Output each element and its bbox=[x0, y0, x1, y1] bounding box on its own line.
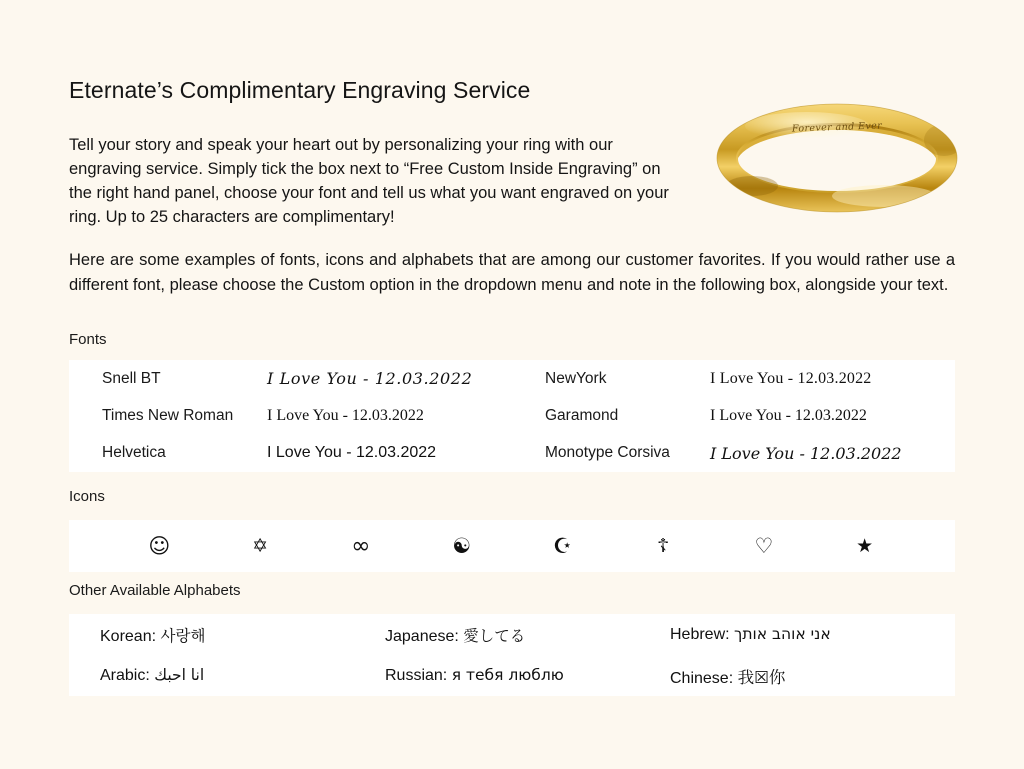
fonts-section-label: Fonts bbox=[69, 331, 107, 348]
orthodox-cross-icon: ☦ bbox=[656, 534, 670, 557]
smiley-face-icon: ☺ bbox=[148, 533, 171, 558]
font-name-newyork: NewYork bbox=[545, 369, 607, 387]
alphabet-arabic-sample: انا احبك bbox=[154, 666, 205, 684]
alphabet-japanese-sample: 愛してる bbox=[463, 626, 526, 645]
font-sample-helvetica: I Love You - 12.03.2022 bbox=[267, 444, 437, 462]
gold-ring-image bbox=[712, 100, 962, 216]
alphabet-russian-label: Russian: bbox=[385, 667, 448, 684]
intro-paragraph: Tell your story and speak your heart out by personalizing your ring with our engraving service. Simply tick the box next to “Free Custom Inside Engraving” on the right hand panel, choose your font and tell us what you want engraved on your ring. Up to 25 characters are complimentary! bbox=[69, 135, 669, 226]
alphabet-japanese-label: Japanese: bbox=[385, 627, 459, 645]
font-sample-times-new-roman: I Love You - 12.03.2022 bbox=[267, 406, 424, 424]
fonts-table bbox=[69, 360, 955, 472]
alphabet-russian-sample: я тебя люблю bbox=[451, 666, 564, 684]
alphabet-korean-label: Korean: bbox=[100, 627, 157, 645]
icons-section-label: Icons bbox=[69, 488, 105, 505]
font-name-helvetica: Helvetica bbox=[102, 444, 166, 462]
font-name-monotype-corsiva: Monotype Corsiva bbox=[545, 444, 670, 462]
star-filled-icon: ★ bbox=[856, 534, 874, 557]
alphabet-hebrew bbox=[670, 625, 955, 644]
alphabet-hebrew-sample: אני אוהב אותך bbox=[734, 625, 831, 643]
alphabet-korean-sample: 사랑해 bbox=[160, 626, 206, 645]
font-name-times-new-roman: Times New Roman bbox=[102, 406, 234, 424]
alphabet-arabic-label: Arabic: bbox=[100, 667, 150, 684]
alphabet-chinese-sample: 我☒你 bbox=[737, 667, 786, 687]
infinity-icon: ∞ bbox=[351, 532, 371, 559]
star-and-crescent-icon: ☪ bbox=[552, 533, 572, 558]
font-name-garamond: Garamond bbox=[545, 406, 619, 424]
yin-yang-icon: ☯ bbox=[452, 533, 472, 558]
icons-row bbox=[69, 520, 955, 572]
font-name-snell: Snell BT bbox=[102, 369, 161, 387]
alphabet-chinese bbox=[670, 664, 955, 688]
alphabets-table bbox=[69, 614, 955, 696]
secondary-paragraph: Here are some examples of fonts, icons and alphabets that are among our customer favorites. If you would rather use a different font, please choose the Custom option in the dropdown menu and note in the following box, alongside your text. bbox=[69, 250, 955, 294]
alphabet-russian bbox=[385, 666, 670, 685]
ring-engraved-text: Forever and Ever bbox=[791, 120, 883, 135]
font-sample-snell: I Love You - 12.03.2022 bbox=[267, 369, 473, 389]
alphabet-hebrew-label: Hebrew: bbox=[670, 626, 730, 643]
ring-illustration-svg bbox=[712, 100, 962, 216]
alphabets-section-label: Other Available Alphabets bbox=[69, 582, 241, 599]
alphabet-japanese bbox=[385, 624, 670, 646]
font-sample-newyork: I Love You - 12.03.2022 bbox=[710, 369, 872, 387]
alphabet-arabic bbox=[100, 666, 385, 685]
font-sample-monotype-corsiva: I Love You - 12.03.2022 bbox=[710, 443, 902, 463]
alphabet-korean bbox=[100, 624, 385, 646]
page-title: Eternate’s Complimentary Engraving Service bbox=[69, 77, 531, 104]
alphabet-chinese-label: Chinese: bbox=[670, 669, 734, 687]
font-sample-garamond: I Love You - 12.03.2022 bbox=[710, 406, 867, 424]
star-of-david-icon: ✡ bbox=[252, 534, 269, 557]
heart-outline-icon: ♡ bbox=[754, 533, 774, 558]
